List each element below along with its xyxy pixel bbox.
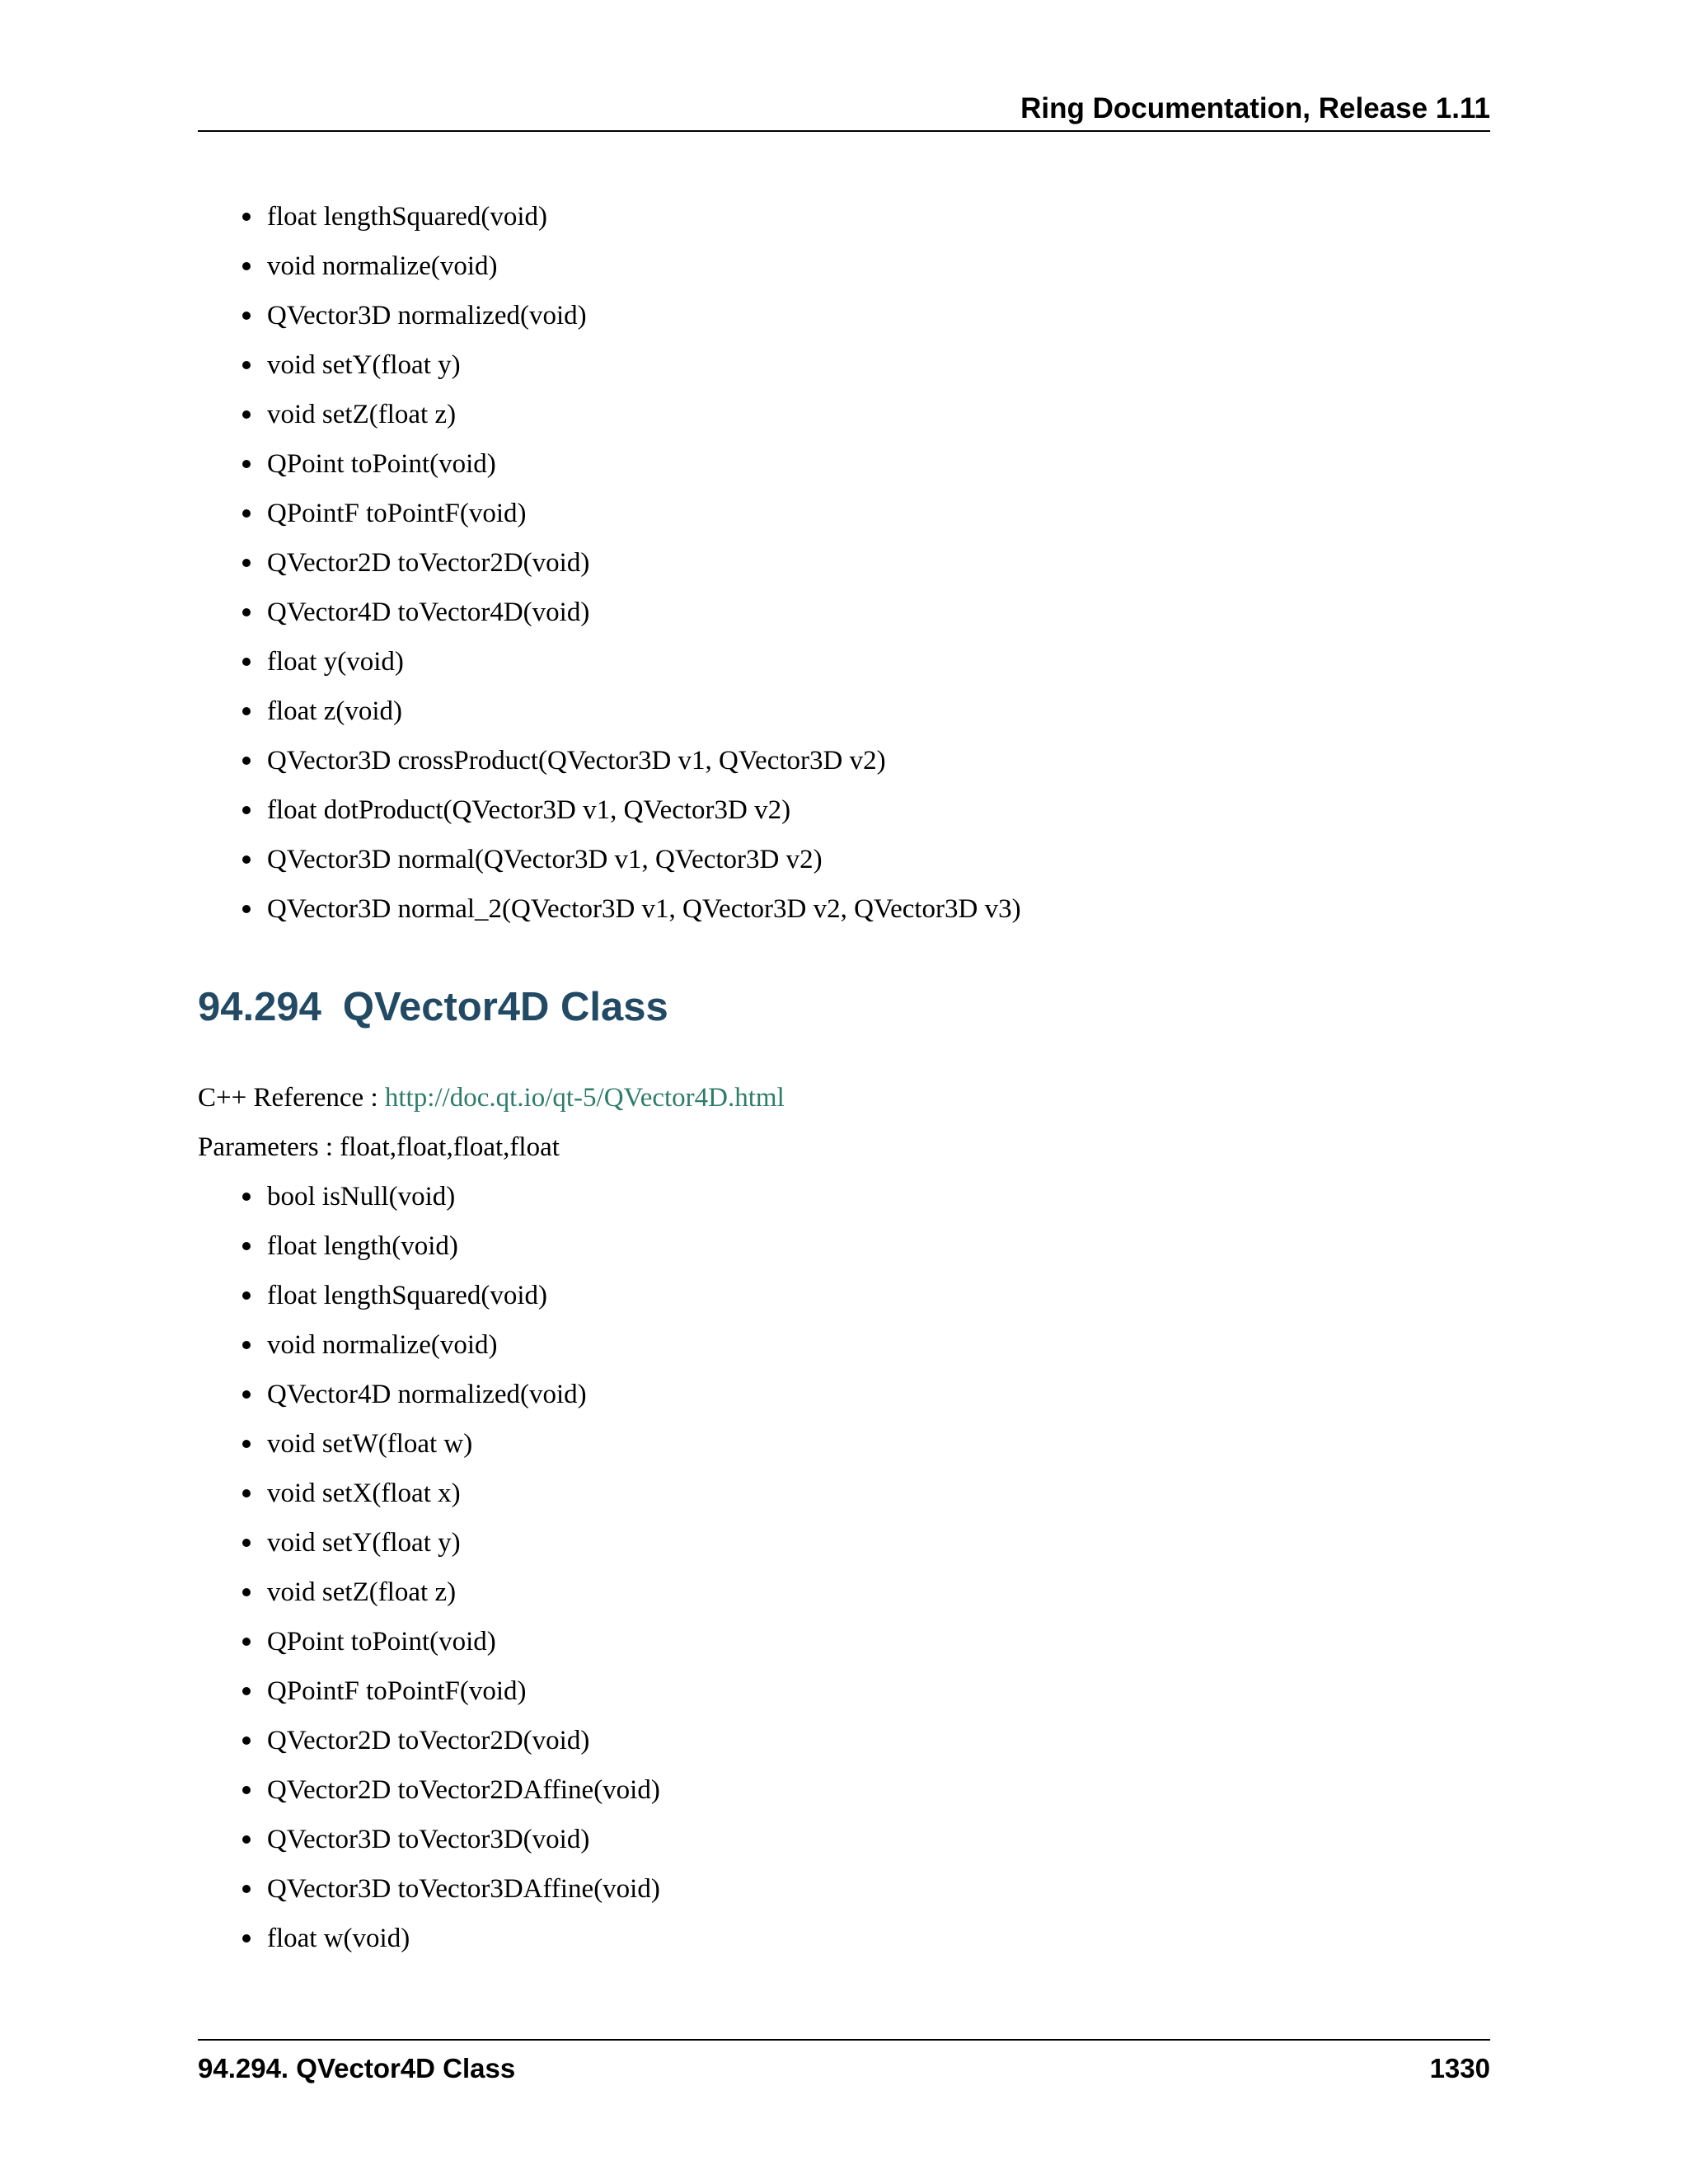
page-header: [198, 89, 1490, 132]
bullet-icon: [242, 262, 251, 270]
method-signature: void setY(float y): [267, 1528, 461, 1558]
bullet-icon: [242, 1341, 251, 1349]
method-signature: void normalize(void): [267, 1330, 498, 1360]
method-signature: float y(void): [267, 647, 404, 677]
method-signature: QVector3D toVector3D(void): [267, 1825, 590, 1854]
method-signature: QPointF toPointF(void): [267, 499, 527, 528]
bullet-icon: [242, 855, 251, 864]
method-signature: QVector3D normal_2(QVector3D v1, QVector3D v2, QVector3D v3): [267, 894, 1021, 924]
parameters-line: Parameters : float,float,float,float: [198, 1132, 560, 1162]
section-number: 94.294: [198, 985, 321, 1029]
method-signature: bool isNull(void): [267, 1182, 456, 1212]
method-signature: QPoint toPoint(void): [267, 449, 496, 479]
section-heading: [198, 982, 668, 1032]
method-signature: float length(void): [267, 1231, 458, 1261]
bullet-icon: [242, 361, 251, 369]
method-signature: QVector2D toVector2DAffine(void): [267, 1775, 660, 1805]
method-signature: QPoint toPoint(void): [267, 1627, 496, 1657]
bullet-icon: [242, 1934, 251, 1943]
reference-label: C++ Reference :: [198, 1083, 385, 1113]
bullet-icon: [242, 1539, 251, 1547]
bullet-icon: [242, 806, 251, 814]
method-signature: void setX(float x): [267, 1479, 461, 1508]
method-signature: void setZ(float z): [267, 1577, 457, 1607]
bullet-icon: [242, 1588, 251, 1596]
page-number: 1330: [1429, 2053, 1490, 2083]
bullet-icon: [242, 1786, 251, 1794]
method-signature: float lengthSquared(void): [267, 202, 547, 232]
cpp-reference: [198, 1073, 785, 1122]
method-signature: QVector2D toVector2D(void): [267, 1726, 590, 1755]
footer-section-label: 94.294. QVector4D Class: [198, 2053, 516, 2083]
bullet-icon: [242, 1440, 251, 1448]
method-signature: QVector3D toVector3DAffine(void): [267, 1874, 660, 1904]
reference-link[interactable]: http://doc.qt.io/qt-5/QVector4D.html: [384, 1083, 785, 1113]
bullet-icon: [242, 1242, 251, 1250]
bullet-icon: [242, 1736, 251, 1745]
method-signature: QPointF toPointF(void): [267, 1676, 527, 1706]
method-signature: float lengthSquared(void): [267, 1281, 547, 1310]
bullet-icon: [242, 460, 251, 468]
page-footer: [198, 2039, 1490, 2083]
method-signature: void setW(float w): [267, 1429, 473, 1459]
method-signature: QVector3D crossProduct(QVector3D v1, QVector3D v2): [267, 746, 886, 776]
bullet-icon: [242, 509, 251, 518]
bullet-icon: [242, 312, 251, 320]
method-signature: QVector4D toVector4D(void): [267, 598, 590, 627]
method-signature: float z(void): [267, 696, 403, 726]
bullet-icon: [242, 1291, 251, 1300]
bullet-icon: [242, 905, 251, 913]
bullet-icon: [242, 658, 251, 666]
bullet-icon: [242, 707, 251, 715]
bullet-icon: [242, 1193, 251, 1201]
bullet-icon: [242, 1638, 251, 1646]
bullet-icon: [242, 1489, 251, 1497]
method-signature: QVector4D normalized(void): [267, 1380, 587, 1409]
bullet-icon: [242, 1835, 251, 1844]
section-title: QVector4D Class: [342, 985, 668, 1029]
bullet-icon: [242, 1885, 251, 1893]
bullet-icon: [242, 757, 251, 765]
method-signature: void normalize(void): [267, 251, 498, 281]
bullet-icon: [242, 1390, 251, 1399]
bullet-icon: [242, 608, 251, 616]
method-signature: QVector3D normal(QVector3D v1, QVector3D v2): [267, 845, 823, 874]
bullet-icon: [242, 1687, 251, 1695]
bullet-icon: [242, 559, 251, 567]
method-signature: QVector3D normalized(void): [267, 301, 587, 330]
method-signature: void setZ(float z): [267, 400, 457, 429]
method-signature: float w(void): [267, 1924, 410, 1953]
method-signature: void setY(float y): [267, 350, 461, 380]
bullet-icon: [242, 213, 251, 221]
bullet-icon: [242, 410, 251, 419]
method-signature: QVector2D toVector2D(void): [267, 548, 590, 578]
document-title: Ring Documentation, Release 1.11: [1020, 92, 1490, 124]
method-signature: float dotProduct(QVector3D v1, QVector3D v2): [267, 795, 791, 825]
